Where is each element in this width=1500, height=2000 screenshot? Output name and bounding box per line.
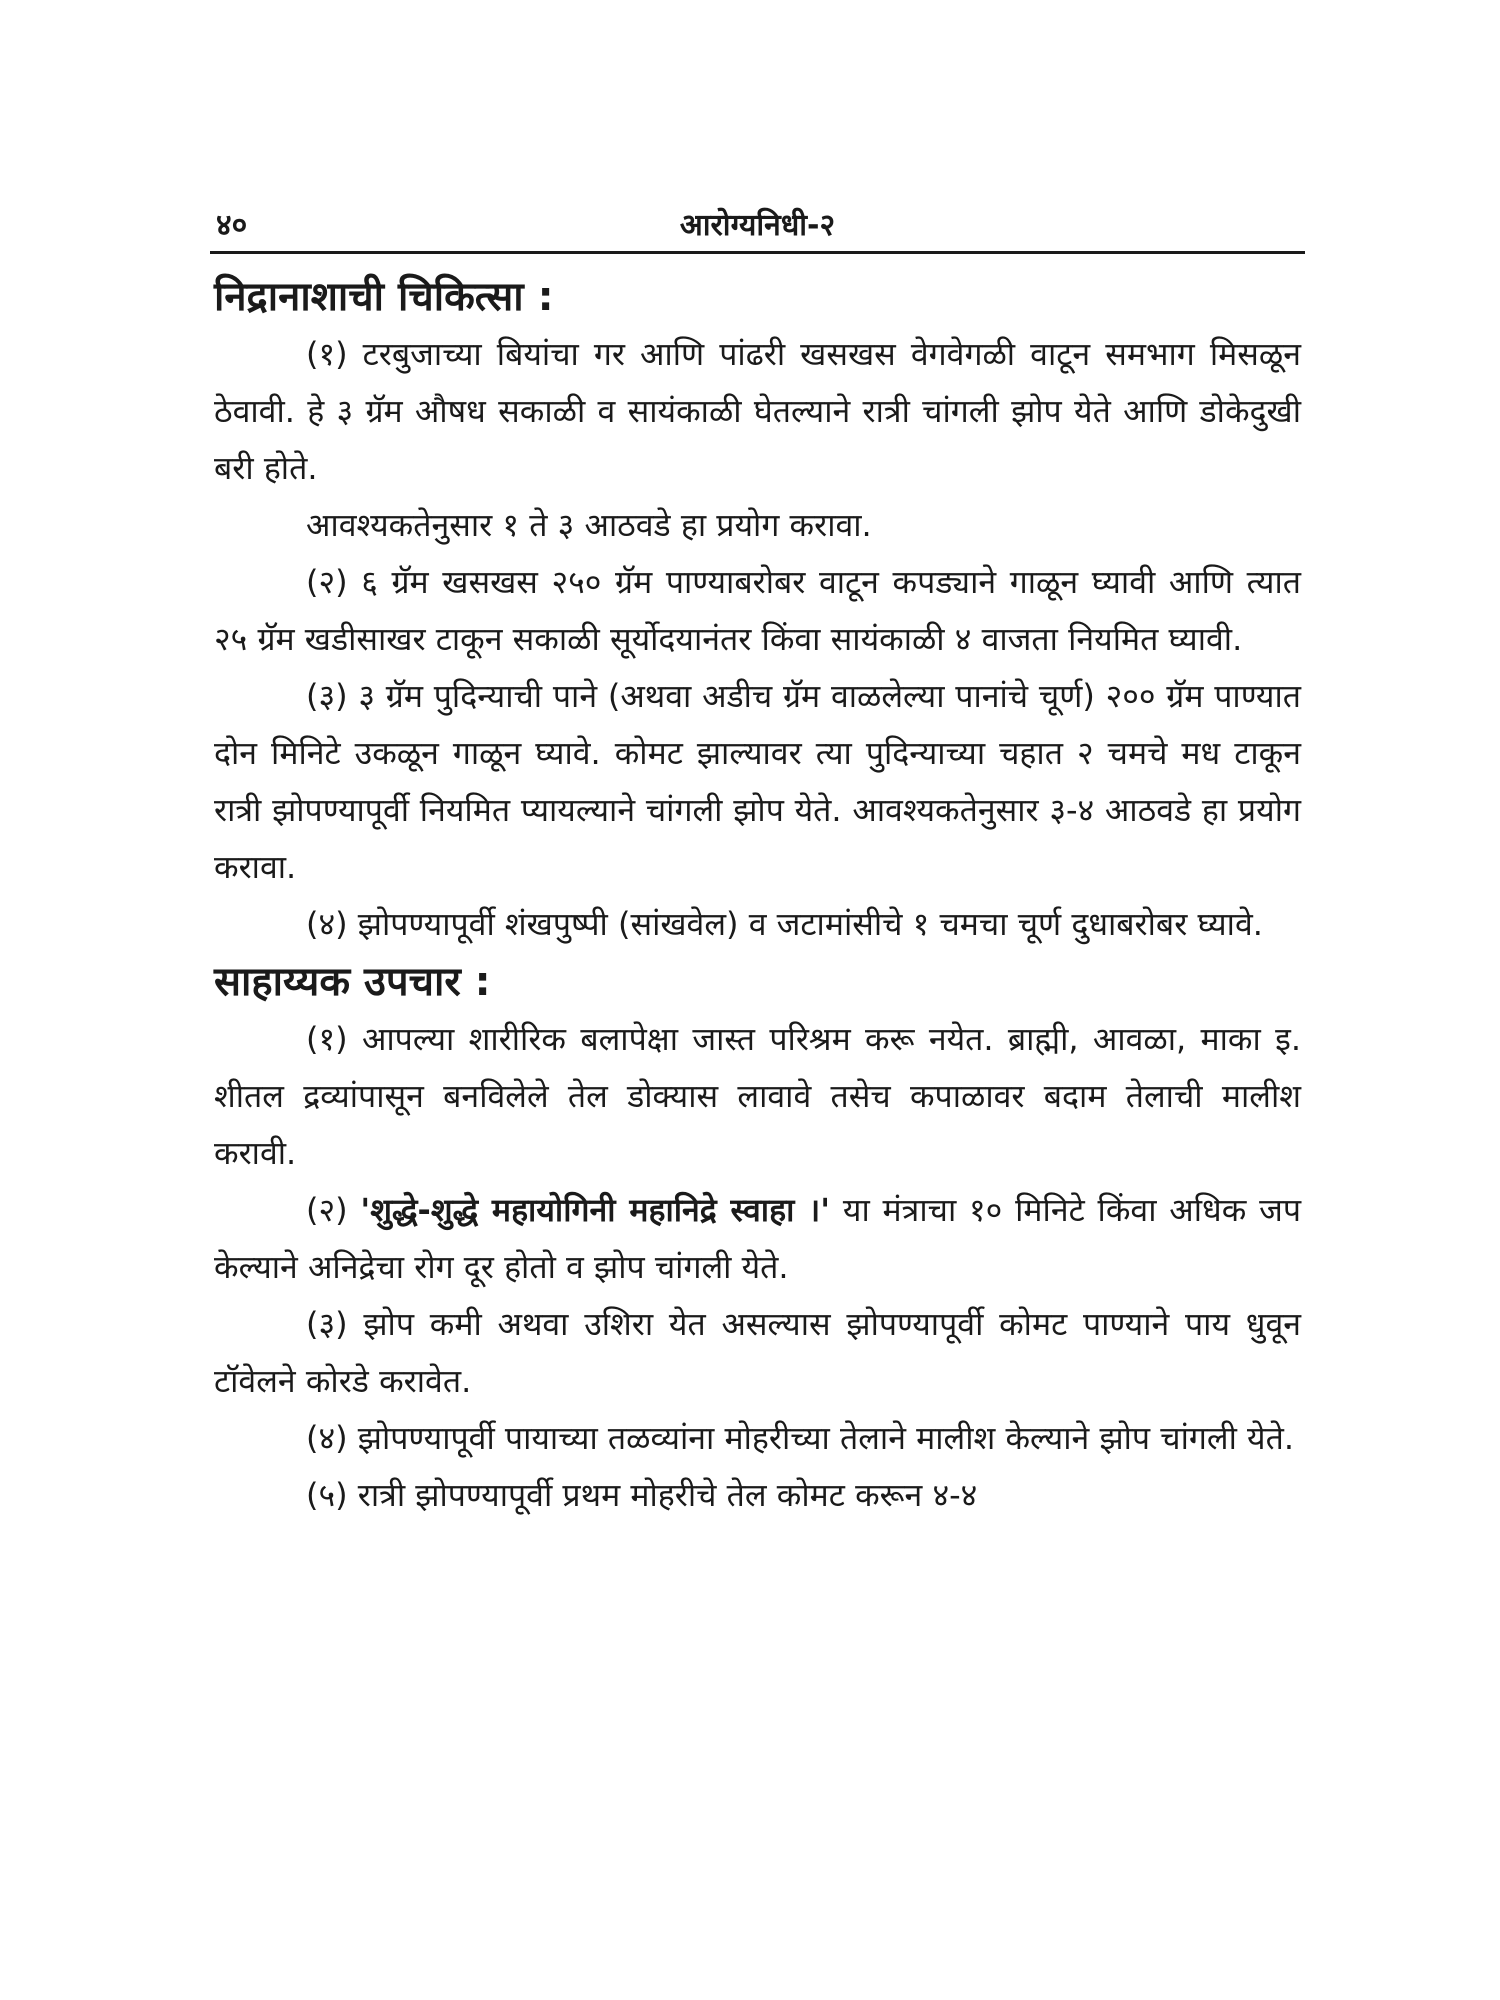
support-paragraph: (३) झोप कमी अथवा उशिरा येत असल्यास झोपण्यापूर्वी कोमट पाण्याने पाय धुवून टॉवेलने कोरडे करावेत. bbox=[214, 1305, 1301, 1400]
support-paragraph: (१) आपल्या शारीरिक बलापेक्षा जास्त परिश्रम करू नयेत. ब्राह्मी, आवळा, माका इ. शीतल द्रव्यांपासून बनविलेले तेल डोक्यास लावावे तसेच कपाळावर बदाम तेलाची मालीश करावी. bbox=[214, 1020, 1301, 1172]
mantra-prefix: (२) bbox=[306, 1191, 361, 1229]
page-number: ४० bbox=[216, 208, 248, 243]
support-paragraph: (५) रात्री झोपण्यापूर्वी प्रथम मोहरीचे तेल कोमट करून ४-४ bbox=[306, 1476, 978, 1514]
remedy-paragraph: (२) ६ ग्रॅम खसखस २५० ग्रॅम पाण्याबरोबर वाटून कपड्याने गाळून घ्यावी आणि त्यात २५ ग्रॅम खडीसाखर टाकून सकाळी सूर्योदयानंतर किंवा सायंकाळी ४ वाजता नियमित घ्यावी. bbox=[214, 563, 1301, 658]
mantra-text: 'शुद्धे-शुद्धे महायोगिनी महानिद्रे स्वाहा ।' bbox=[360, 1191, 831, 1229]
section-heading-supportive-treatment: साहाय्यक उपचार : bbox=[214, 959, 491, 1005]
page-header bbox=[210, 205, 1305, 254]
support-paragraph: (४) झोपण्यापूर्वी पायाच्या तळव्यांना मोहरीच्या तेलाने मालीश केल्याने झोप चांगली येते. bbox=[306, 1419, 1295, 1457]
book-page bbox=[210, 205, 1305, 1825]
mantra-suffix: या मंत्राचा १० मिनिटे किंवा अधिक जप केल्याने अनिद्रेचा रोग दूर होतो व झोप चांगली येते. bbox=[214, 1191, 1302, 1286]
remedy-paragraph: आवश्यकतेनुसार १ ते ३ आठवडे हा प्रयोग करावा. bbox=[306, 506, 872, 544]
remedy-paragraph: (४) झोपण्यापूर्वी शंखपुष्पी (सांखवेल) व जटामांसीचे १ चमचा चूर्ण दुधाबरोबर घ्यावे. bbox=[306, 905, 1263, 943]
remedy-paragraph: (१) टरबुजाच्या बियांचा गर आणि पांढरी खसखस वेगवेगळी वाटून समभाग मिसळून ठेवावी. हे ३ ग्रॅम औषध सकाळी व सायंकाळी घेतल्याने रात्री चांगली झोप येते आणि डोकेदुखी बरी होते. bbox=[214, 335, 1301, 487]
support-paragraph-mantra bbox=[210, 1182, 1305, 1296]
running-title: आरोग्यनिधी-२ bbox=[679, 208, 836, 243]
remedy-paragraph: (३) ३ ग्रॅम पुदिन्याची पाने (अथवा अडीच ग्रॅम वाळलेल्या पानांचे चूर्ण) २०० ग्रॅम पाण्यात दोन मिनिटे उकळून गाळून घ्यावे. कोमट झाल्यावर त्या पुदिन्याच्या चहात २ चमचे मध टाकून रात्री झोपण्यापूर्वी नियमित प्यायल्याने चांगली झोप येते. आवश्यकतेनुसार ३-४ आठवडे हा प्रयोग करावा. bbox=[214, 677, 1301, 886]
section-heading-insomnia-treatment: निद्रानाशाची चिकित्सा : bbox=[214, 274, 554, 320]
